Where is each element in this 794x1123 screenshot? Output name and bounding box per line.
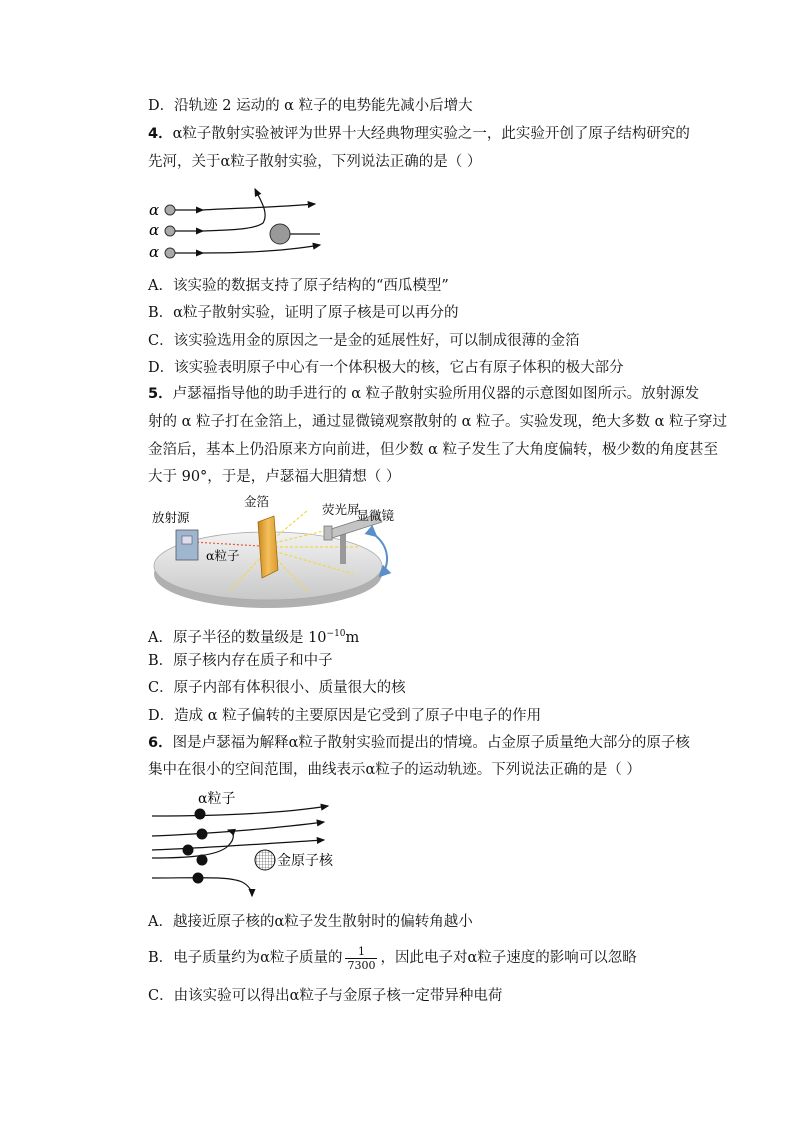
trajectory-3 xyxy=(203,245,320,253)
fraction-numerator: 1 xyxy=(345,945,377,959)
alpha-label-3: α xyxy=(149,243,160,261)
q3-option-d: D．沿轨迹 2 运动的 α 粒子的电势能先减小后增大 xyxy=(148,98,473,114)
q5-stem-text1: 卢瑟福指导他的助手进行的 α 粒子散射实验所用仪器的示意图如图所示。放射源发 xyxy=(172,386,700,402)
gold-nucleus xyxy=(255,850,275,870)
alpha-label-1: α xyxy=(149,201,160,219)
label-foil: 金箔 xyxy=(244,494,270,509)
q6-option-b-text: B．电子质量约为α粒子质量的 xyxy=(148,950,343,966)
q6-stem-text1: 图是卢瑟福为解释α粒子散射实验而提出的情境。占金原子质量绝大部分的原子核 xyxy=(172,735,690,751)
particle-3 xyxy=(183,845,194,856)
particle-5 xyxy=(193,873,204,884)
q6-option-c: C．由该实验可以得出α粒子与金原子核一定带异种电荷 xyxy=(148,988,503,1004)
alpha-particle-3 xyxy=(165,248,175,258)
trajectory-1 xyxy=(203,204,315,210)
alpha-particle-1 xyxy=(165,205,175,215)
q6-number: 6． xyxy=(148,735,173,751)
path-3 xyxy=(152,840,324,850)
label-source: 放射源 xyxy=(152,510,190,525)
label-gold-nucleus: 金原子核 xyxy=(277,853,333,869)
q6-stem-line2: 集中在很小的空间范围，曲线表示α粒子的运动轨迹。下列说法正确的是（ ） xyxy=(148,762,641,778)
q5-option-a-text: A．原子半径的数量级是 10 xyxy=(148,629,327,646)
q4-option-a: A．该实验的数据支持了原子结构的“西瓜模型” xyxy=(148,278,449,294)
path-2 xyxy=(152,822,324,836)
microscope-post xyxy=(340,532,346,564)
label-alpha-particle: α粒子 xyxy=(198,791,236,807)
q5-option-a xyxy=(148,624,359,648)
q6-option-a: A．越接近原子核的α粒子发生散射时的偏转角越小 xyxy=(148,914,473,930)
radioactive-source xyxy=(176,530,198,560)
q4-option-c: C．该实验选用金的原因之一是金的延展性好，可以制成很薄的金箔 xyxy=(148,333,580,349)
figure-alpha-trajectories xyxy=(145,183,335,263)
q4-stem-text1: α粒子散射实验被评为世界十大经典物理实验之一，此实验开创了原子结构研究的 xyxy=(172,126,690,142)
q5-option-c: C．原子内部有体积很小、质量很大的核 xyxy=(148,680,406,696)
fluorescent-screen xyxy=(324,526,332,540)
q5-stem-line4: 大于 90°，于是，卢瑟福大胆猜想（ ） xyxy=(148,469,401,485)
q4-number: 4． xyxy=(148,126,173,142)
figure-rutherford-apparatus xyxy=(148,492,398,612)
q5-option-d: D．造成 α 粒子偏转的主要原因是它受到了原子中电子的作用 xyxy=(148,708,542,724)
q4-option-b: B．α粒子散射实验，证明了原子核是可以再分的 xyxy=(148,305,459,321)
fraction xyxy=(345,945,377,972)
q4-stem-line1 xyxy=(148,124,690,144)
path-1 xyxy=(152,806,328,816)
q5-stem-line3: 金箔后，基本上仍沿原来方向前进，但少数 α 粒子发生了大角度偏转，极少数的角度甚至 xyxy=(148,442,719,458)
q6-option-b-tail: ，因此电子对α粒子速度的影响可以忽略 xyxy=(380,950,637,966)
q5-stem-line1 xyxy=(148,384,699,404)
label-microscope: 显微镜 xyxy=(356,508,394,523)
alpha-particle-2 xyxy=(165,226,175,236)
particle-4 xyxy=(197,855,208,866)
figure-gold-nucleus-scattering xyxy=(148,786,353,898)
q6-option-b xyxy=(148,944,637,972)
q4-stem-line2: 先河，关于α粒子散射实验，下列说法正确的是（ ） xyxy=(148,154,482,170)
nucleus xyxy=(270,224,290,244)
q5-option-a-unit: m xyxy=(345,629,360,646)
particle-1 xyxy=(195,809,206,820)
alpha-label-2: α xyxy=(149,221,160,239)
q4-option-d: D．该实验表明原子中心有一个体积极大的核，它占有原子体积的极大部分 xyxy=(148,360,624,376)
q5-option-b: B．原子核内存在质子和中子 xyxy=(148,653,333,669)
label-particle: α粒子 xyxy=(206,548,240,563)
q6-stem-line1 xyxy=(148,733,690,753)
q5-option-a-exponent: −10 xyxy=(326,629,346,639)
gold-foil xyxy=(258,516,278,578)
q5-stem-line2: 射的 α 粒子打在金箔上，通过显微镜观察散射的 α 粒子。实验发现，绝大多数 α 粒子穿过 xyxy=(148,414,728,430)
q5-number: 5． xyxy=(148,386,173,402)
particle-2 xyxy=(197,829,208,840)
label-screen: 荧光屏 xyxy=(322,502,360,517)
fraction-denominator: 7300 xyxy=(347,958,376,972)
